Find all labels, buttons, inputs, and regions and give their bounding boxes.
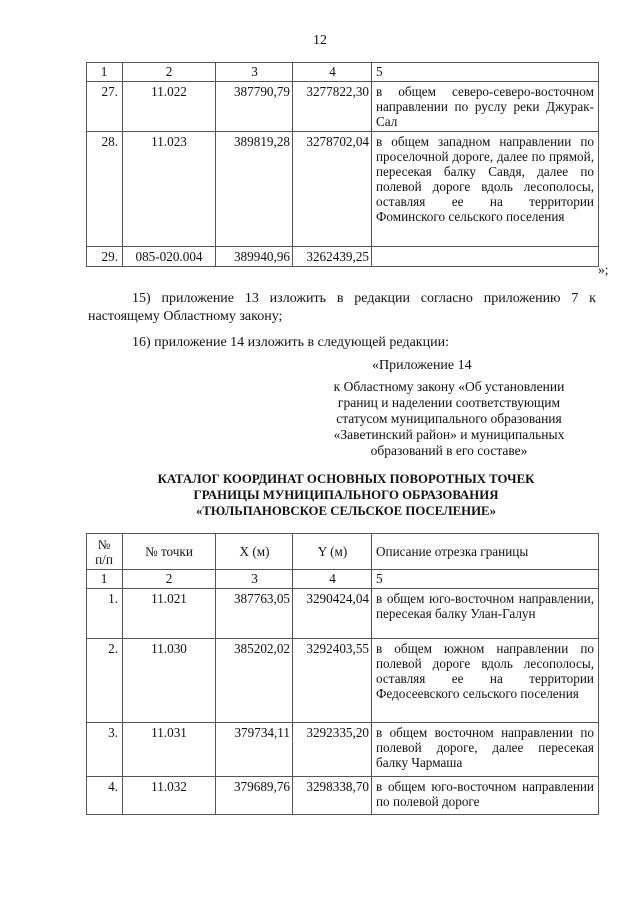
row-number: 29. (87, 247, 123, 267)
column-number: 2 (123, 570, 216, 589)
point-number: 11.021 (123, 589, 216, 639)
column-number: 1 (87, 570, 123, 589)
x-coordinate: 387763,05 (216, 589, 293, 639)
table-row (87, 82, 599, 132)
row-number: 1. (87, 589, 123, 639)
point-number: 085-020.004 (123, 247, 216, 267)
closing-quote: »; (598, 262, 609, 277)
column-number: 4 (293, 570, 372, 589)
x-coordinate: 379734,11 (216, 723, 293, 777)
coordinates-table-continued (86, 62, 599, 267)
paragraph-16-text: 16) приложение 14 изложить в следующей редакции: (132, 335, 449, 350)
segment-description: в общем западном направлении по проселочной дороге, далее по прямой, пересекая балку Савдя, далее по полевой дороге вдоль лесополосы, оставляя ее на территории Фоминского сельского поселения (372, 132, 599, 247)
appendix-line: «Заветинский район» и муниципальных (333, 427, 565, 442)
table-row (87, 589, 599, 639)
coordinates-table (86, 533, 599, 815)
appendix-line: образований в его составе» (370, 443, 528, 458)
y-coordinate: 3292335,20 (293, 723, 372, 777)
y-coordinate: 3278702,04 (293, 132, 372, 247)
x-coordinate: 385202,02 (216, 639, 293, 723)
appendix-line: границ и наделении соответствующим (337, 395, 561, 410)
column-number: 4 (293, 63, 372, 82)
row-number: 2. (87, 639, 123, 723)
catalog-title-line: «ТЮЛЬПАНОВСКОЕ СЕЛЬСКОЕ ПОСЕЛЕНИЕ» (196, 504, 496, 518)
column-number: 3 (216, 570, 293, 589)
column-number-row (87, 570, 599, 589)
column-number-row (87, 63, 599, 82)
table-row (87, 132, 599, 247)
catalog-title-line: КАТАЛОГ КООРДИНАТ ОСНОВНЫХ ПОВОРОТНЫХ ТОЧЕК (157, 472, 535, 486)
row-number: 4. (87, 777, 123, 815)
point-number: 11.022 (123, 82, 216, 132)
column-number: 3 (216, 63, 293, 82)
segment-description: в общем юго-восточном направлении, пересекая балку Улан-Галун (372, 589, 599, 639)
row-number: 27. (87, 82, 123, 132)
segment-description (372, 247, 599, 267)
header-y: Y (м) (293, 534, 372, 570)
point-number: 11.031 (123, 723, 216, 777)
appendix-line: к Областному закону «Об установлении (333, 379, 565, 394)
page-number: 12 (313, 33, 327, 48)
header-num-top: № (97, 536, 111, 552)
y-coordinate: 3262439,25 (293, 247, 372, 267)
row-number: 28. (87, 132, 123, 247)
paragraph-15-text: 15) приложение 13 изложить в редакции согласно приложению 7 к настоящему Областному закону; (88, 291, 596, 324)
segment-description: в общем юго-восточном направлении по полевой дороге (372, 777, 599, 815)
appendix-reference (318, 379, 580, 459)
appendix-line: статусом муниципального образования (336, 411, 562, 426)
column-number: 1 (87, 63, 123, 82)
column-number: 5 (372, 63, 599, 82)
table-row (87, 723, 599, 777)
header-description: Описание отрезка границы (372, 534, 599, 570)
column-number: 5 (372, 570, 599, 589)
header-point: № точки (123, 534, 216, 570)
x-coordinate: 379689,76 (216, 777, 293, 815)
header-num-bottom: п/п (95, 551, 113, 567)
x-coordinate: 387790,79 (216, 82, 293, 132)
table-row (87, 639, 599, 723)
column-number: 2 (123, 63, 216, 82)
paragraph-16 (88, 334, 596, 352)
row-number: 3. (87, 723, 123, 777)
point-number: 11.030 (123, 639, 216, 723)
point-number: 11.032 (123, 777, 216, 815)
y-coordinate: 3290424,04 (293, 589, 372, 639)
appendix-title: «Приложение 14 (372, 358, 472, 373)
table-row (87, 777, 599, 815)
paragraph-15 (88, 290, 596, 326)
point-number: 11.023 (123, 132, 216, 247)
segment-description: в общем восточном направлении по полевой дороге, далее пересекая балку Чармаша (372, 723, 599, 777)
segment-description: в общем южном направлении по полевой дороге вдоль лесополосы, оставляя ее на территории Федосеевского сельского поселения (372, 639, 599, 723)
segment-description: в общем северо-северо-восточном направлении по руслу реки Джурак-Сал (372, 82, 599, 132)
y-coordinate: 3277822,30 (293, 82, 372, 132)
table-header-row (87, 534, 599, 570)
catalog-title (86, 471, 606, 519)
x-coordinate: 389940,96 (216, 247, 293, 267)
y-coordinate: 3298338,70 (293, 777, 372, 815)
catalog-title-line: ГРАНИЦЫ МУНИЦИПАЛЬНОГО ОБРАЗОВАНИЯ (193, 488, 499, 502)
header-x: X (м) (216, 534, 293, 570)
x-coordinate: 389819,28 (216, 132, 293, 247)
table-row (87, 247, 599, 267)
header-row-number (87, 534, 123, 570)
y-coordinate: 3292403,55 (293, 639, 372, 723)
